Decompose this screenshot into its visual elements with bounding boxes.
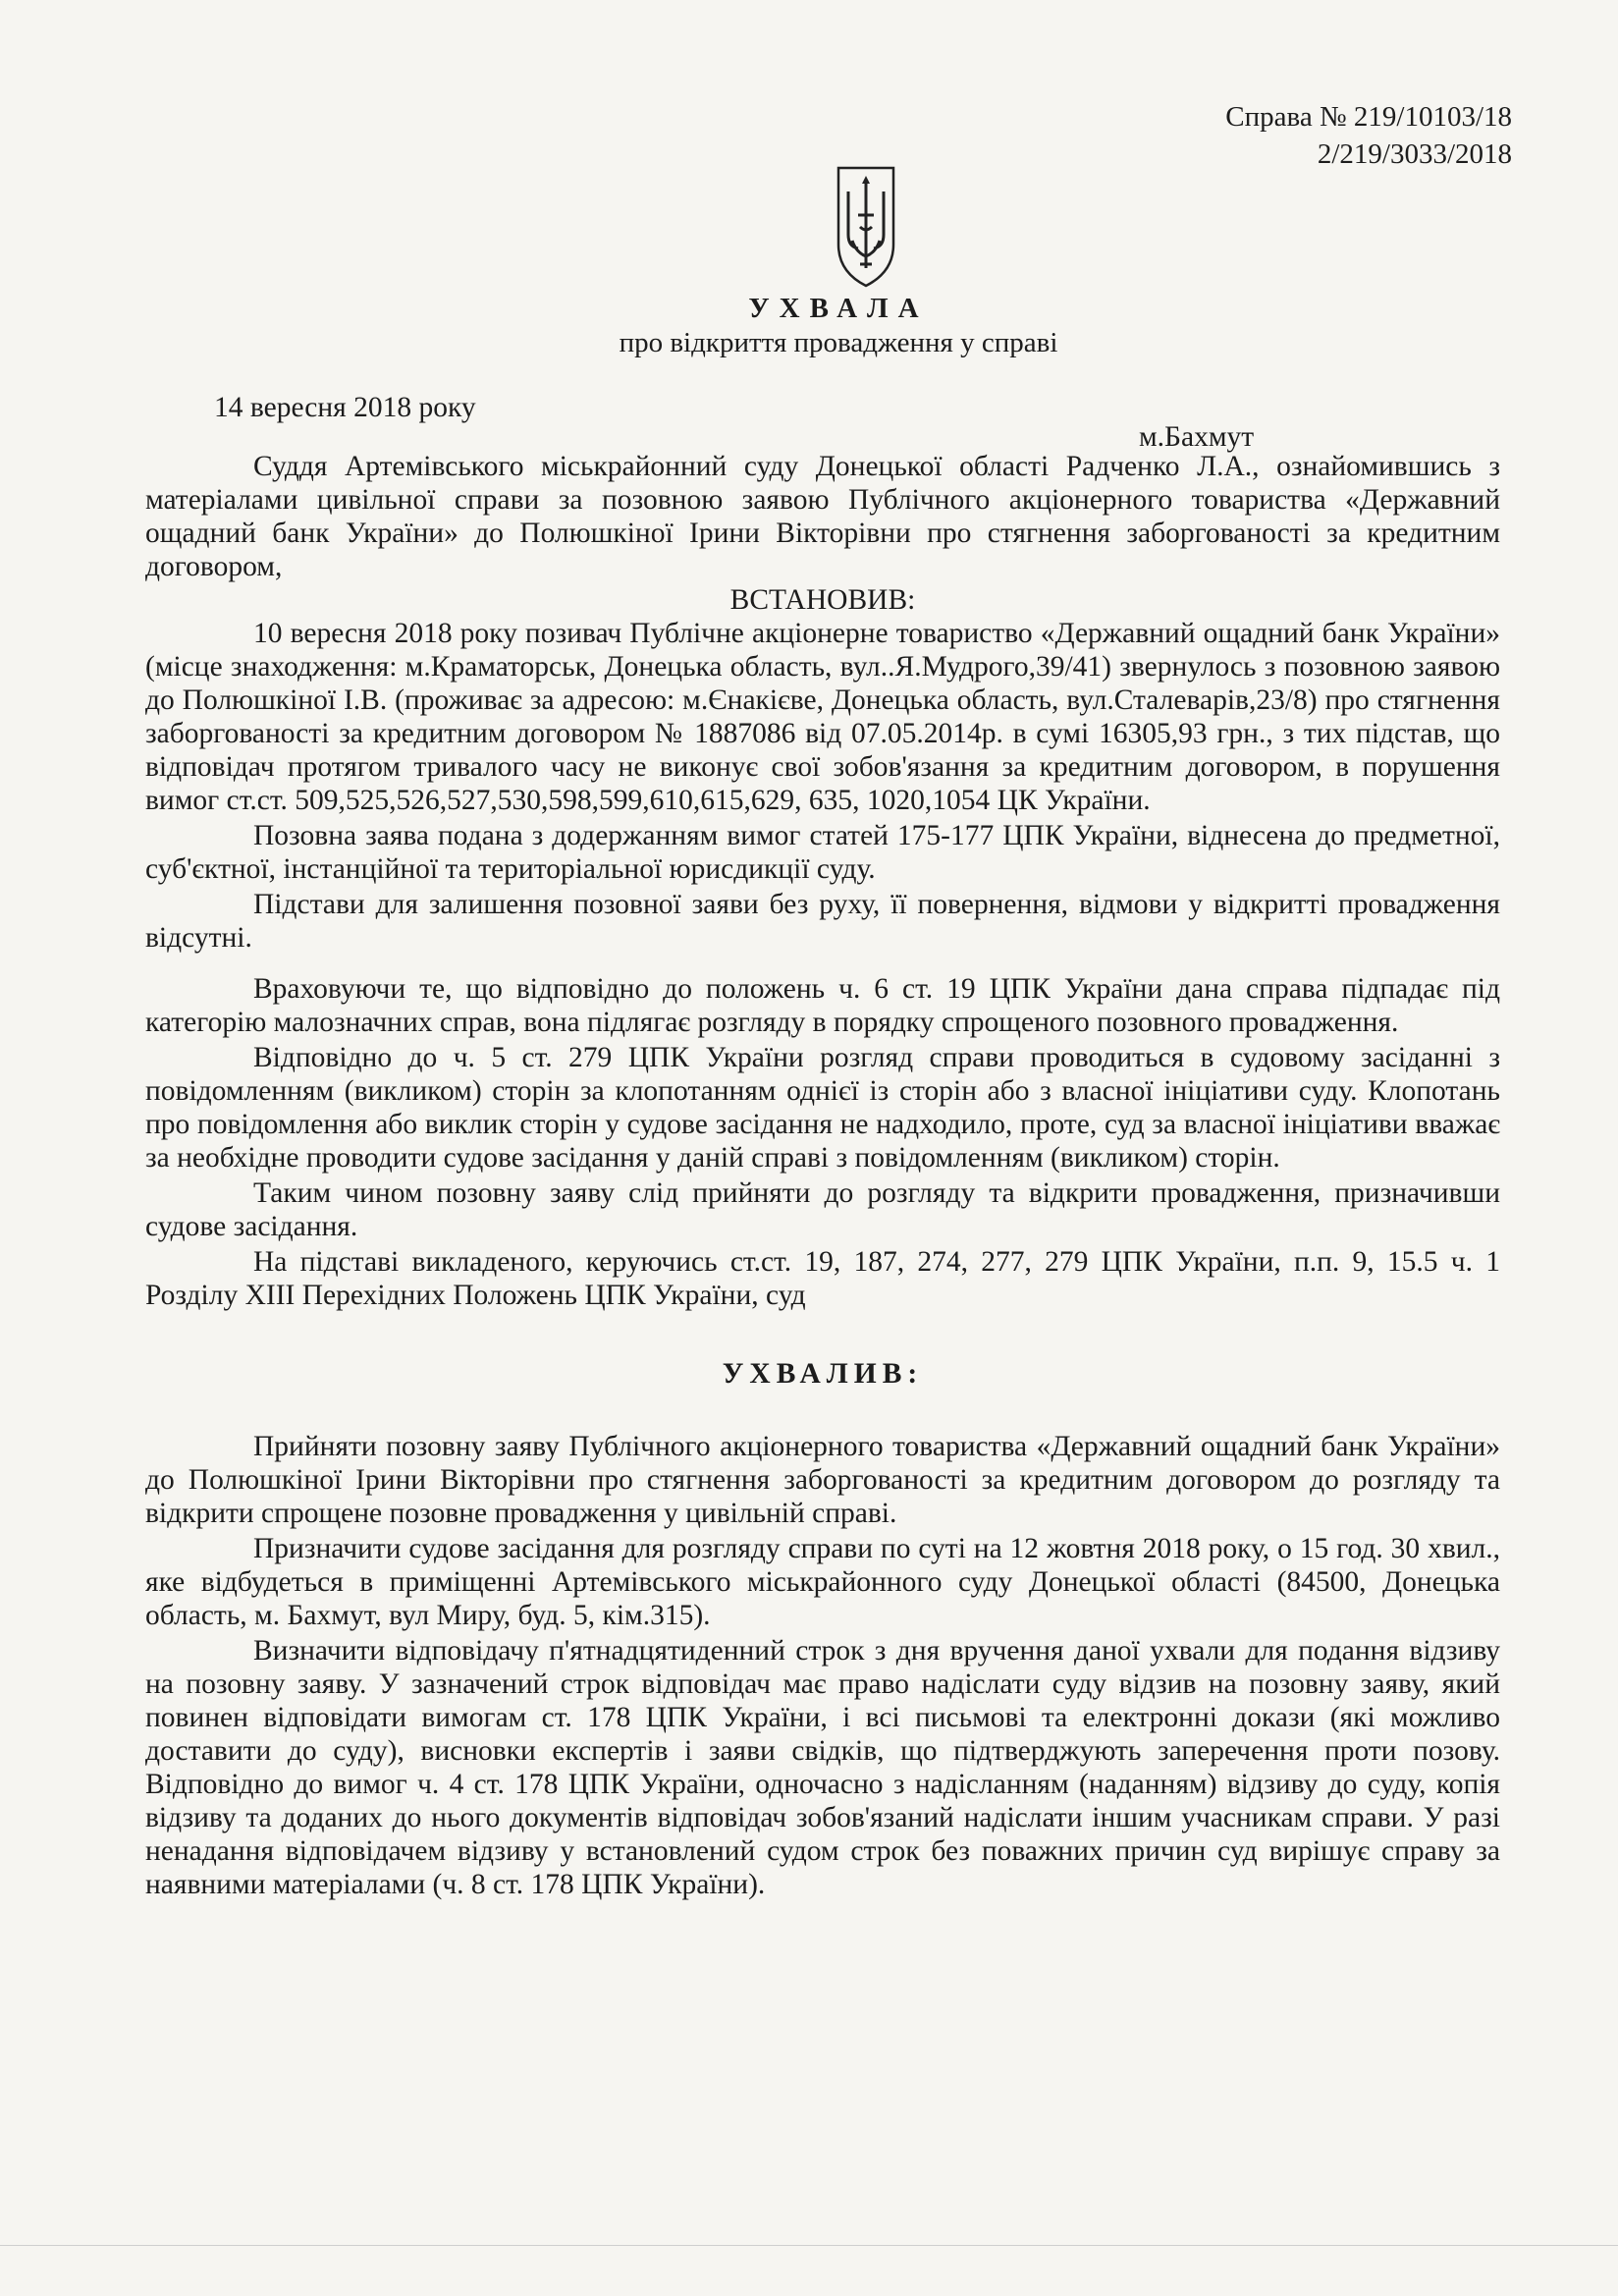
document-title-block [0, 293, 1618, 359]
document-subtitle: про відкриття провадження у справі [619, 327, 1058, 358]
intro-paragraph: Суддя Артемівського міськрайонний суду Донецької області Радченко Л.А., ознайомившись з матеріалами цивільної справи за позовною заявою Публічного акціонерного товариства «Державний ощадний банк України» до Полюшкіної Ірини Вікторівни про стягнення заборгованості за кредитним договором, [145, 451, 1500, 582]
established-paragraph-5: Відповідно до ч. 5 ст. 279 ЦПК України розгляд справи проводиться в судовому засіданні з повідомленням (викликом) сторін за клопотанням однієї із сторін або з власної ініціативи суду. Клопотань про повідомлення або виклик сторін у судове засідання не надходило, проте, суд за власної ініціативи вважає за необхідне проводити судове засідання у даній справі з повідомленням (викликом) сторін. [145, 1042, 1500, 1174]
ruled-paragraph-3: Визначити відповідачу п'ятнадцятиденний строк з дня вручення даної ухвали для подання відзиву на позовну заяву. У зазначений строк відповідач має право надіслати суду відзив на позовну заяву, який повинен відповідати вимогам ст. 178 ЦПК України, і всі письмові та електронні докази (які можливо доставити до суду), висновки експертів і заяви свідків, що підтверджують заперечення проти позову. Відповідно до вимог ч. 4 ст. 178 ЦПК України, одночасно з надісланням (наданням) відзиву до суду, копія відзиву та доданих до нього документів відповідач зобов'язаний надіслати іншим учасникам справи. У разі ненадання відповідачем відзиву у встановлений судом строк без поважних причин суд вирішує справу за наявними матеріалами (ч. 8 ст. 178 ЦПК України). [145, 1635, 1500, 1900]
document-city: м.Бахмут [1139, 421, 1255, 453]
ruled-paragraph-2: Призначити судове засідання для розгляду справи по суті на 12 жовтня 2018 року, о 15 год. 30 хвил., яке відбудеться в приміщенні Артемівського міськрайонного суду Донецької області (84500, Донецька область, м. Бахмут, вул Миру, буд. 5, кім.315). [145, 1533, 1500, 1631]
scan-edge-line [0, 2245, 1618, 2246]
established-paragraph-3: Підстави для залишення позовної заяви без руху, її повернення, відмови у відкритті провадження відсутні. [145, 889, 1500, 954]
established-paragraph-6: Таким чином позовну заяву слід прийняти до розгляду та відкрити провадження, призначивши судове засідання. [145, 1177, 1500, 1242]
ruled-heading: УХВАЛИВ: [722, 1358, 924, 1390]
document-date: 14 вересня 2018 року [214, 392, 476, 423]
trident-coat-of-arms-icon [835, 162, 897, 290]
ruled-paragraph-1: Прийняти позовну заяву Публічного акціонерного товариства «Державний ощадний банк України» до Полюшкіної Ірини Вікторівни про стягнення заборгованості за кредитним договором до розгляду та відкрити спрощене позовне провадження у цивільній справі. [145, 1431, 1500, 1529]
established-paragraph-4: Враховуючи те, що відповідно до положень ч. 6 ст. 19 ЦПК України дана справа підпадає під категорію малозначних справ, вона підлягає розгляду в порядку спрощеного позовного провадження. [145, 973, 1500, 1038]
document-body [145, 391, 1500, 1901]
date-location-line [145, 391, 1500, 453]
established-paragraph-1: 10 вересня 2018 року позивач Публічне акціонерне товариство «Державний ощадний банк України» (місце знаходження: м.Краматорськ, Донецька область, вул..Я.Мудрого,39/41) звернулось з позовною заявою до Полюшкіної І.В. (проживає за адресою: м.Єнакієве, Донецька область, вул.Сталеварів,23/8) про стягнення заборгованості за кредитним договором № 1887086 від 07.05.2014р. в сумі 16305,93 грн., з тих підстав, що відповідач протягом тривалого часу не виконує свої зобов'язання за кредитним договором, в порушення вимог ст.ст. 509,525,526,527,530,598,599,610,615,629, 635, 1020,1054 ЦК України. [145, 618, 1500, 816]
case-number-line-2: 2/219/3033/2018 [1317, 138, 1512, 170]
case-number-line-1: Справа № 219/10103/18 [1225, 101, 1512, 133]
established-heading: ВСТАНОВИВ: [729, 584, 916, 616]
established-paragraph-7: На підставі викладеного, керуючись ст.ст. 19, 187, 274, 277, 279 ЦПК України, п.п. 9, 15.5 ч. 1 Розділу XIII Перехідних Положень ЦПК України, суд [145, 1246, 1500, 1311]
case-number [1225, 98, 1512, 173]
document-title: УХВАЛА [748, 293, 929, 324]
established-paragraph-2: Позовна заява подана з додержанням вимог статей 175-177 ЦПК України, віднесена до предметної, суб'єктної, інстанційної та територіальної юрисдикції суду. [145, 820, 1500, 885]
